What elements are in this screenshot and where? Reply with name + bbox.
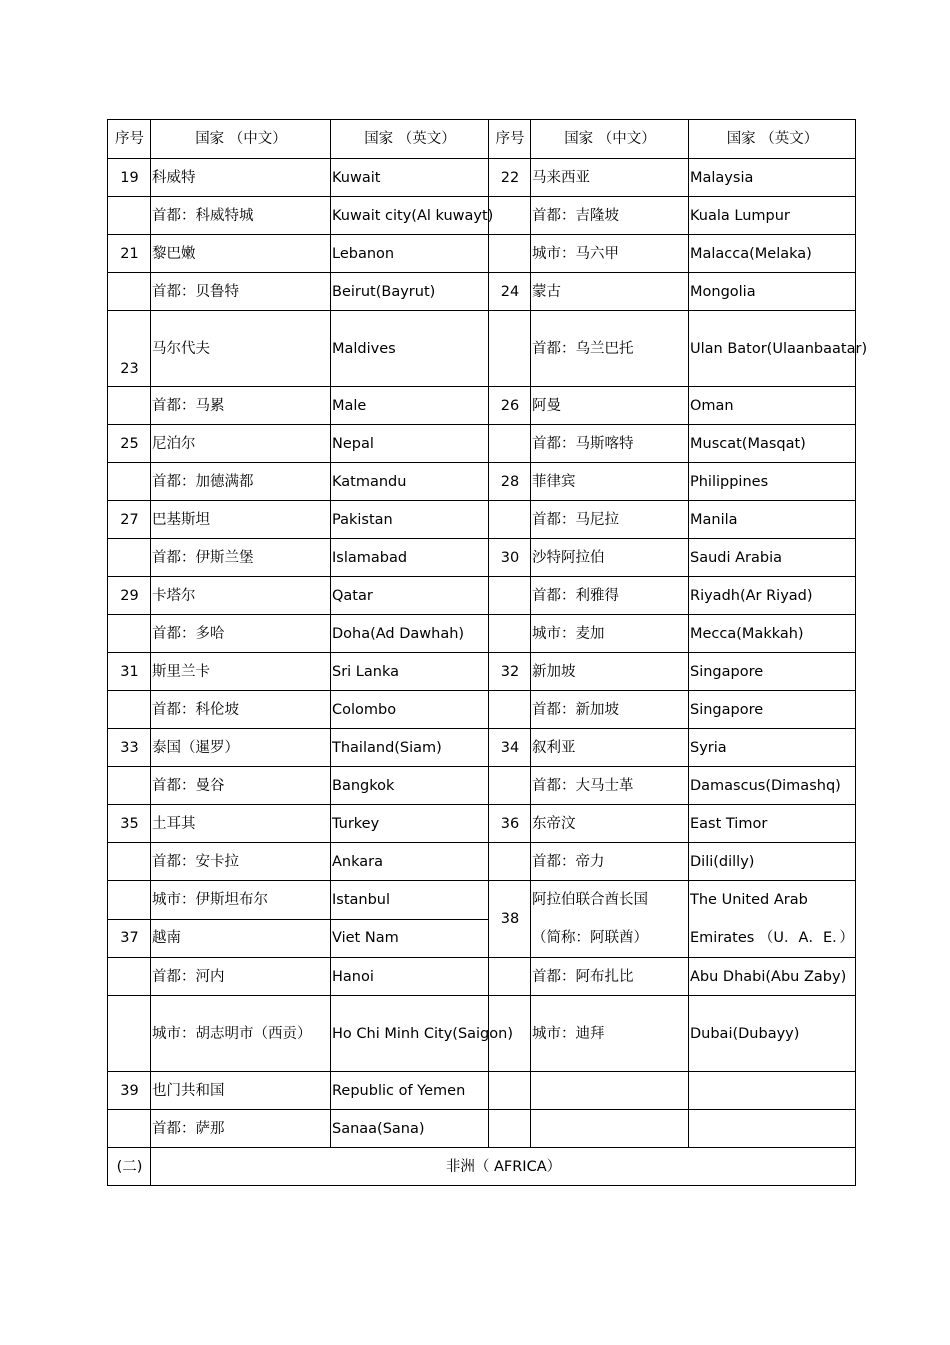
row-country-cn-left: 首都：马累 [151, 387, 331, 425]
row-country-en-right [689, 1110, 856, 1148]
row-serial-right [489, 1072, 531, 1110]
row-country-cn-right: 沙特阿拉伯 [531, 539, 689, 577]
table-row [108, 996, 856, 1072]
row-country-en-right: Syria [689, 729, 856, 767]
row-serial-right [489, 311, 531, 387]
row-serial-right [489, 1110, 531, 1148]
row-country-cn-left: 城市：胡志明市（西贡） [151, 996, 331, 1072]
row-country-en-left: Sri Lanka [331, 653, 489, 691]
row-country-en-right: Philippines [689, 463, 856, 501]
row-country-cn-left: 泰国（暹罗） [151, 729, 331, 767]
row-serial-right [489, 958, 531, 996]
row-country-en-right: Riyadh(Ar Riyad) [689, 577, 856, 615]
row-country-cn-right: 首都：帝力 [531, 843, 689, 881]
row-serial-right: 34 [489, 729, 531, 767]
row-country-en-left: Bangkok [331, 767, 489, 805]
row-serial-left [108, 843, 151, 881]
row-country-cn-right: 菲律宾 [531, 463, 689, 501]
table-row [108, 881, 856, 920]
header-country-cn-right: 国家 （中文） [531, 120, 689, 159]
row-country-en-right: Mecca(Makkah) [689, 615, 856, 653]
row-country-cn-left: 尼泊尔 [151, 425, 331, 463]
row-serial-left [108, 996, 151, 1072]
table-row [108, 729, 856, 767]
row-country-cn-left: 首都：科伦坡 [151, 691, 331, 729]
row-country-cn-right: 城市：迪拜 [531, 996, 689, 1072]
row-serial-right: 30 [489, 539, 531, 577]
row-country-en-left: Beirut(Bayrut) [331, 273, 489, 311]
row-serial-right [489, 235, 531, 273]
row-country-en-right: East Timor [689, 805, 856, 843]
row-serial-right [489, 691, 531, 729]
row-serial-left: 25 [108, 425, 151, 463]
row-serial-left [108, 615, 151, 653]
row-country-en-right: Kuala Lumpur [689, 197, 856, 235]
row-serial-right-merged: 38 [489, 881, 531, 958]
row-serial-right: 26 [489, 387, 531, 425]
row-serial-right: 32 [489, 653, 531, 691]
row-country-en-left: Thailand(Siam) [331, 729, 489, 767]
row-country-en-right: Dili(dilly) [689, 843, 856, 881]
row-country-en-left: Maldives [331, 311, 489, 387]
row-serial-left [108, 273, 151, 311]
row-country-en-right: Malaysia [689, 159, 856, 197]
row-serial-left: 23 [108, 311, 151, 387]
row-country-cn-left: 土耳其 [151, 805, 331, 843]
table-row [108, 197, 856, 235]
row-country-cn-right: 城市：麦加 [531, 615, 689, 653]
table-row [108, 691, 856, 729]
row-serial-right: 36 [489, 805, 531, 843]
row-country-cn-left: 巴基斯坦 [151, 501, 331, 539]
row-serial-left [108, 197, 151, 235]
row-country-en-right: Singapore [689, 653, 856, 691]
table-row [108, 577, 856, 615]
row-serial-right [489, 843, 531, 881]
table-row [108, 387, 856, 425]
merged-en-line2: Emirates （U．A．E．） [690, 930, 854, 946]
merged-en-line1: The United Arab [690, 892, 808, 908]
row-country-cn-left: 首都：多哈 [151, 615, 331, 653]
row-country-cn-left: 越南 [151, 919, 331, 958]
row-country-cn-left: 斯里兰卡 [151, 653, 331, 691]
row-country-en-left: Male [331, 387, 489, 425]
row-serial-right [489, 425, 531, 463]
row-country-cn-right: 城市：马六甲 [531, 235, 689, 273]
table-row [108, 235, 856, 273]
row-country-cn-right: 首都：马斯喀特 [531, 425, 689, 463]
row-country-en-left: Ho Chi Minh City(Saigon) [331, 996, 489, 1072]
row-country-cn-left: 首都：贝鲁特 [151, 273, 331, 311]
row-serial-right [489, 501, 531, 539]
row-country-cn-right: 蒙古 [531, 273, 689, 311]
row-country-en-left: Republic of Yemen [331, 1072, 489, 1110]
row-serial-right: 28 [489, 463, 531, 501]
row-country-en-left: Katmandu [331, 463, 489, 501]
row-serial-left [108, 539, 151, 577]
row-country-en-left: Pakistan [331, 501, 489, 539]
table-row [108, 958, 856, 996]
row-country-cn-left: 首都：伊斯兰堡 [151, 539, 331, 577]
row-country-cn-right [531, 1072, 689, 1110]
row-country-en-right: Manila [689, 501, 856, 539]
country-capital-table [107, 119, 868, 1186]
merged-cn-line1: 阿拉伯联合酋长国 [532, 892, 648, 908]
row-country-en-left: Nepal [331, 425, 489, 463]
header-country-cn-left: 国家 （中文） [151, 120, 331, 159]
row-serial-left: 27 [108, 501, 151, 539]
row-country-cn-right: 首都：大马士革 [531, 767, 689, 805]
row-country-en-right: Singapore [689, 691, 856, 729]
table-row [108, 425, 856, 463]
row-serial-right: 24 [489, 273, 531, 311]
row-serial-left: 35 [108, 805, 151, 843]
row-country-cn-left: 首都：加德满都 [151, 463, 331, 501]
row-country-cn-left: 首都：安卡拉 [151, 843, 331, 881]
row-country-en-right: Ulan Bator(Ulaanbaatar) [689, 311, 856, 387]
row-serial-left [108, 463, 151, 501]
row-country-en-left: Ankara [331, 843, 489, 881]
header-country-en-right: 国家 （英文） [689, 120, 856, 159]
row-country-en-right: Malacca(Melaka) [689, 235, 856, 273]
row-serial-left [108, 881, 151, 920]
row-serial-left: 39 [108, 1072, 151, 1110]
row-country-en-left: Turkey [331, 805, 489, 843]
merged-cn-line2: （简称：阿联酋） [532, 930, 648, 946]
row-country-en-right: Muscat(Masqat) [689, 425, 856, 463]
row-country-en-left: Kuwait [331, 159, 489, 197]
row-country-cn-right: 叙利亚 [531, 729, 689, 767]
row-country-en-left: Hanoi [331, 958, 489, 996]
row-serial-left: 29 [108, 577, 151, 615]
row-country-cn-left: 首都：科威特城 [151, 197, 331, 235]
row-country-cn-left: 首都：河内 [151, 958, 331, 996]
table-row [108, 501, 856, 539]
row-country-en-right: Dubai(Dubayy) [689, 996, 856, 1072]
row-serial-left: 31 [108, 653, 151, 691]
row-country-cn-right: 首都：阿布扎比 [531, 958, 689, 996]
row-country-en-left: Colombo [331, 691, 489, 729]
row-country-en-left: Viet Nam [331, 919, 489, 958]
row-country-en-right: Oman [689, 387, 856, 425]
row-serial-left: 19 [108, 159, 151, 197]
row-country-cn-right: 马来西亚 [531, 159, 689, 197]
table-row [108, 767, 856, 805]
row-country-cn-left: 卡塔尔 [151, 577, 331, 615]
table-row [108, 311, 856, 387]
row-country-en-left: Qatar [331, 577, 489, 615]
row-serial-left [108, 691, 151, 729]
row-serial-right: 22 [489, 159, 531, 197]
row-country-cn-left: 马尔代夫 [151, 311, 331, 387]
table-row [108, 843, 856, 881]
row-country-en-left: Islamabad [331, 539, 489, 577]
row-country-en-right: Damascus(Dimashq) [689, 767, 856, 805]
header-serial-right: 序号 [489, 120, 531, 159]
row-serial-left: 33 [108, 729, 151, 767]
row-country-en-left: Sanaa(Sana) [331, 1110, 489, 1148]
table-row [108, 463, 856, 501]
row-serial-left: 21 [108, 235, 151, 273]
section-row-africa [108, 1148, 856, 1186]
table-row [108, 805, 856, 843]
row-serial-right [489, 615, 531, 653]
row-country-en-right [689, 1072, 856, 1110]
row-country-en-left: Lebanon [331, 235, 489, 273]
row-serial-right [489, 197, 531, 235]
table-row [108, 273, 856, 311]
row-country-cn-left: 城市：伊斯坦布尔 [151, 881, 331, 920]
row-country-cn-right: 首都：马尼拉 [531, 501, 689, 539]
row-country-cn-left: 首都：曼谷 [151, 767, 331, 805]
table-row [108, 615, 856, 653]
row-country-cn-right: 首都：利雅得 [531, 577, 689, 615]
table-row [108, 159, 856, 197]
section-title: 非洲（ AFRICA） [151, 1148, 856, 1186]
header-serial-left: 序号 [108, 120, 151, 159]
row-country-cn-left: 黎巴嫩 [151, 235, 331, 273]
row-country-cn-right: 东帝汶 [531, 805, 689, 843]
row-serial-left [108, 387, 151, 425]
row-country-cn-right-merged [531, 881, 689, 958]
row-serial-right [489, 577, 531, 615]
row-country-cn-right: 阿曼 [531, 387, 689, 425]
table-row [108, 539, 856, 577]
row-country-en-right: Mongolia [689, 273, 856, 311]
table-row [108, 653, 856, 691]
row-country-en-left: Kuwait city(Al kuwayt) [331, 197, 489, 235]
row-country-cn-right [531, 1110, 689, 1148]
row-country-cn-right: 首都：乌兰巴托 [531, 311, 689, 387]
row-country-cn-left: 首都：萨那 [151, 1110, 331, 1148]
row-serial-left [108, 767, 151, 805]
row-country-en-right: Saudi Arabia [689, 539, 856, 577]
header-country-en-left: 国家 （英文） [331, 120, 489, 159]
row-country-cn-right: 新加坡 [531, 653, 689, 691]
row-country-en-right: Abu Dhabi(Abu Zaby) [689, 958, 856, 996]
row-serial-left: 37 [108, 919, 151, 958]
table-row [108, 1072, 856, 1110]
row-serial-right [489, 767, 531, 805]
row-country-en-left: Istanbul [331, 881, 489, 920]
row-country-en-right-merged [689, 881, 856, 958]
table-row [108, 1110, 856, 1148]
row-country-cn-right: 首都：吉隆坡 [531, 197, 689, 235]
section-number: (二) [108, 1148, 151, 1186]
row-country-cn-left: 也门共和国 [151, 1072, 331, 1110]
row-country-en-left: Doha(Ad Dawhah) [331, 615, 489, 653]
row-serial-left [108, 1110, 151, 1148]
table-header-row [108, 120, 856, 159]
row-country-cn-left: 科威特 [151, 159, 331, 197]
row-country-cn-right: 首都：新加坡 [531, 691, 689, 729]
row-serial-left [108, 958, 151, 996]
